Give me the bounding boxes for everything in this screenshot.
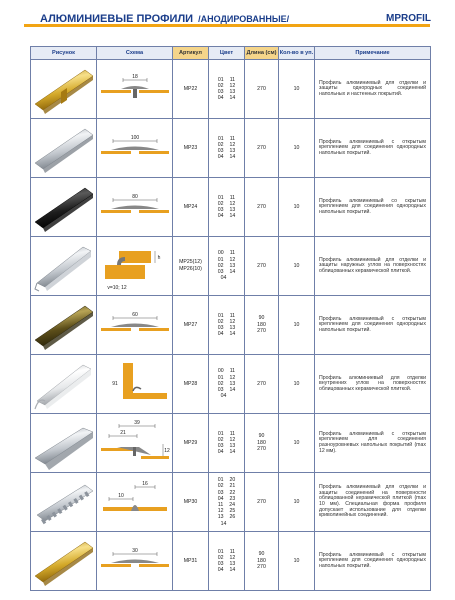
profile-scheme [97,414,173,473]
color-cell [209,532,245,591]
color-code: 12 [229,436,236,443]
color-code: 01 [217,194,224,201]
color-code: 11 [229,430,236,437]
color-code: 02 [217,318,224,325]
table-body [31,60,431,591]
article-code: МР22 [183,85,198,92]
color-code: 12 [229,318,236,325]
color-code: 02 [217,141,224,148]
color-code: 01 [217,135,224,142]
color-code: 14 [229,387,236,394]
length-cell [245,355,279,414]
profile-scheme [97,119,173,178]
color-code: 01 [217,477,224,484]
color-code: 12 [229,256,236,263]
note-cell: Профиль алюминиевый с открытым креплением для соединения однородных напольных покрытий. [315,119,431,178]
article-cell [173,119,209,178]
length-value: 270 [257,262,266,269]
table-row [31,237,431,296]
svg-text:h: h [157,255,161,261]
color-code: 21 [229,483,236,490]
quantity-cell: 10 [279,473,315,532]
color-code: 03 [217,89,224,95]
product-photo [31,532,97,591]
article-cell [173,532,209,591]
color-code: 11 [229,194,236,201]
color-cell [209,119,245,178]
column-header-quantity: Кол-во в уп. [279,47,315,60]
article-code: МР25(12) [179,259,202,265]
length-value: 90 [258,551,265,558]
note-cell: Профиль алюминиевый для отделки и защиты соединений на поверхности облицованной керамической плиткой (max 10 мм). Специальная форма профиля допускает использование для отделки криволинейных соединений. [315,473,431,532]
color-code: 25 [229,508,236,515]
length-value: 270 [257,380,266,387]
note-cell: Профиль алюминиевый для отделки и защиты наружных углов на поверхностях облицованных керамической плиткой. [315,237,431,296]
length-value: 270 [257,564,266,571]
color-code: 22 [229,489,236,496]
color-code: 14 [229,269,236,276]
profile-scheme [97,60,173,119]
table-row [31,532,431,591]
product-photo [31,119,97,178]
color-cell [209,237,245,296]
color-cell [209,473,245,532]
color-code: 26 [229,514,236,521]
color-code: 11 [229,250,236,257]
page-title-text: АЛЮМИНИЕВЫЕ ПРОФИЛИ [40,13,194,25]
page-title [40,13,289,25]
length-value: 180 [257,557,266,564]
color-code: 14 [220,520,227,527]
article-code: МР30 [183,498,198,505]
color-code: 00 [217,250,224,257]
color-code: 13 [229,380,236,387]
table-row [31,60,431,119]
length-value: 270 [257,85,266,92]
color-code: 03 [217,443,224,449]
svg-text:100: 100 [130,135,140,141]
length-value: 270 [257,498,266,505]
color-code: 13 [217,514,224,521]
color-code: 04 [217,95,224,102]
length-value: 180 [257,439,266,446]
product-photo [31,355,97,414]
svg-text:10: 10 [118,493,124,499]
svg-text:12: 12 [164,448,170,454]
color-code: 13 [229,148,236,154]
product-table [30,46,431,591]
color-code: 12 [229,200,236,207]
note-cell: Профиль алюминиевый со скрытым креплением для соединения однородных напольных покрытий. [315,178,431,237]
length-value: 270 [257,446,266,453]
svg-text:16: 16 [142,481,148,487]
color-code: 02 [217,483,224,490]
color-code: 00 [217,368,224,375]
length-value: 270 [257,203,266,210]
length-value: 180 [257,321,266,328]
table-row [31,473,431,532]
page-header [0,0,455,40]
column-header-scheme: Схема [97,47,173,60]
color-code: 14 [229,567,236,574]
svg-text:30: 30 [132,548,138,554]
article-cell [173,178,209,237]
svg-text:39: 39 [134,420,140,426]
color-code: 11 [229,312,236,319]
note-cell: Профиль алюминиевый с открытым креплением для соединения разноуровневых напольных покрытий (max 12 мм). [315,414,431,473]
length-cell [245,532,279,591]
color-code: 02 [217,262,224,269]
length-cell [245,119,279,178]
profile-scheme [97,473,173,532]
color-code: 02 [217,380,224,387]
svg-text:21: 21 [120,430,126,436]
article-code: МР29 [183,439,198,446]
color-code: 04 [217,154,224,161]
color-code: 04 [217,213,224,220]
color-code: 11 [217,502,224,508]
article-code: МР28 [183,380,198,387]
article-cell [173,237,209,296]
column-header-color: Цвет [209,47,245,60]
profile-scheme [97,178,173,237]
product-photo [31,178,97,237]
color-cell [209,355,245,414]
color-cell [209,178,245,237]
color-code: 04 [217,331,224,338]
profile-scheme [97,355,173,414]
svg-text:80: 80 [132,194,138,200]
color-code: 03 [217,269,224,276]
color-code: 14 [229,95,236,102]
length-cell [245,178,279,237]
length-value: 90 [258,315,265,322]
color-code: 01 [217,548,224,555]
color-code: 20 [229,477,236,484]
article-cell [173,473,209,532]
color-code: 03 [217,561,224,567]
color-code: 02 [217,82,224,89]
quantity-cell: 10 [279,532,315,591]
color-code: 12 [229,374,236,381]
article-cell [173,296,209,355]
color-code: 23 [229,495,236,502]
color-code: 12 [217,508,224,515]
color-code: 11 [229,76,236,83]
length-value: 270 [257,328,266,335]
color-code: 03 [217,207,224,213]
color-code: 01 [217,374,224,381]
product-photo [31,296,97,355]
color-code: 12 [229,141,236,148]
quantity-cell: 10 [279,355,315,414]
color-cell [209,414,245,473]
color-code: 04 [220,393,227,400]
color-code: 03 [217,489,224,496]
color-code: 12 [229,554,236,561]
column-header-article: Артикул [173,47,209,60]
quantity-cell: 10 [279,296,315,355]
note-cell: Профиль алюминиевый для отделки внутренних углов на поверхностях облицованных керамической плиткой. [315,355,431,414]
color-cell [209,296,245,355]
quantity-cell: 10 [279,119,315,178]
quantity-cell: 10 [279,237,315,296]
color-code: 04 [220,275,227,282]
profile-scheme [97,296,173,355]
color-code: 01 [217,76,224,83]
table-header-row [31,47,431,60]
svg-text:v=10; 12: v=10; 12 [107,285,127,291]
table-row [31,414,431,473]
svg-text:18: 18 [132,74,138,80]
note-cell: Профиль алюминиевый для отделки и защиты однородных соединений напольных и настенных покрытий. [315,60,431,119]
column-header-image: Рисунок [31,47,97,60]
length-cell [245,296,279,355]
note-cell: Профиль алюминиевый с открытым креплением для соединения однородных напольных покрытий. [315,296,431,355]
article-code: МР27 [183,321,198,328]
article-cell [173,355,209,414]
article-cell [173,60,209,119]
color-code: 03 [217,325,224,331]
color-code: 24 [229,502,236,508]
color-code: 03 [217,387,224,394]
color-code: 04 [217,567,224,574]
length-value: 270 [257,144,266,151]
svg-text:60: 60 [132,312,138,318]
color-code: 13 [229,561,236,567]
length-value: 90 [258,433,265,440]
column-header-note: Примечание [315,47,431,60]
color-code: 12 [229,82,236,89]
length-cell [245,237,279,296]
color-code: 02 [217,554,224,561]
color-code: 01 [217,312,224,319]
length-cell [245,414,279,473]
quantity-cell: 10 [279,178,315,237]
quantity-cell: 10 [279,414,315,473]
profile-scheme [97,237,173,296]
note-cell: Профиль алюминиевый с открытым креплением для соединения однородных напольных покрытий. [315,532,431,591]
color-code: 11 [229,135,236,142]
page-subtitle: /АНОДИРОВАННЫЕ/ [198,14,290,24]
length-cell [245,473,279,532]
color-code: 01 [217,430,224,437]
color-code: 11 [229,548,236,555]
color-code: 13 [229,207,236,213]
length-cell [245,60,279,119]
color-code: 04 [217,495,224,502]
color-code: 11 [229,368,236,375]
article-cell [173,414,209,473]
color-code: 14 [229,213,236,220]
color-code: 14 [229,154,236,161]
article-code: МР23 [183,144,198,151]
quantity-cell: 10 [279,60,315,119]
color-code: 02 [217,200,224,207]
column-header-length: Длина (см) [245,47,279,60]
product-photo [31,237,97,296]
color-cell [209,60,245,119]
product-photo [31,414,97,473]
color-code: 01 [217,256,224,263]
article-code: МР31 [183,557,198,564]
color-code: 03 [217,148,224,154]
brand-logo: MPROFIL [386,13,431,24]
color-code: 14 [229,449,236,456]
article-code: МР26(10) [179,266,202,272]
table-row [31,178,431,237]
product-photo [31,60,97,119]
color-code: 13 [229,325,236,331]
svg-text:91: 91 [112,381,118,387]
color-code: 13 [229,89,236,95]
article-code: МР24 [183,203,198,210]
color-code: 02 [217,436,224,443]
color-code: 13 [229,443,236,449]
profile-scheme [97,532,173,591]
table-row [31,355,431,414]
table-row [31,119,431,178]
color-code: 14 [229,331,236,338]
color-code: 04 [217,449,224,456]
product-photo [31,473,97,532]
color-code: 13 [229,262,236,269]
table-row [31,296,431,355]
